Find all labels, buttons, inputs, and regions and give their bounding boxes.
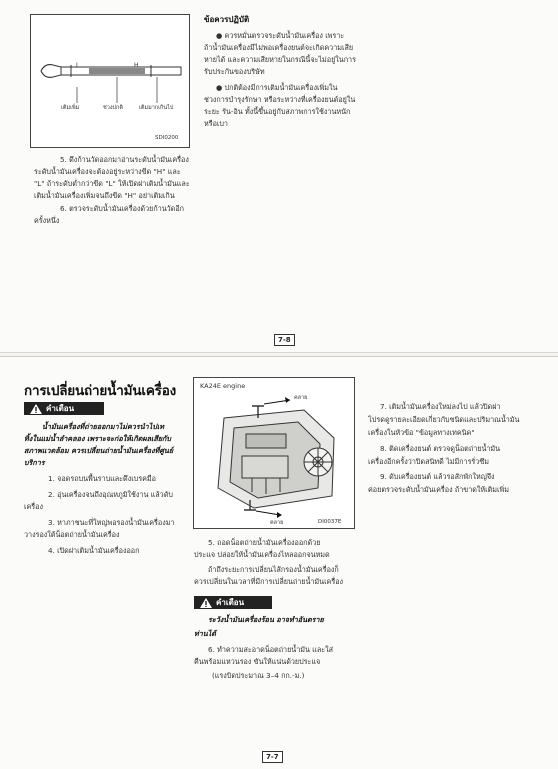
text-line: ระดับน้ำมันเครื่องจะต้องอยู่ระหว่างขีด "H" และ (34, 167, 181, 176)
section-title: การเปลี่ยนถ่ายน้ำมันเครื่อง (24, 383, 176, 399)
warning-banner-2 (194, 596, 272, 609)
manual-page-7-8 (0, 0, 558, 353)
step-line: ถ้าถึงระยะการเปลี่ยนไส้กรองน้ำมันเครื่องก็ (208, 565, 339, 574)
text-line: ถ้าน้ำมันเครื่องมีไม่พอเครื่องยนต์จะเกิดความเสีย (204, 43, 354, 52)
step-line: 4. เปิดฝาเติมน้ำมันเครื่องออก (48, 546, 140, 555)
step-line: (แรงบิดประมาณ 3–4 กก.-ม.) (212, 671, 305, 680)
warning-icon (30, 404, 42, 414)
loosen-label-top: คลาย (294, 395, 308, 401)
text-line: รับประกันของบริษัท (204, 67, 265, 76)
figure-code: SDI0200 (155, 135, 179, 141)
label-over: เติมมากเกินไป (139, 105, 174, 111)
engine-label: KA24E engine (200, 382, 246, 390)
text-line: 5. ดึงก้านวัดออกมาอ่านระดับน้ำมันเครื่อง (60, 155, 189, 164)
text-line: เติมน้ำมันเครื่องเพิ่มจนถึงขีด "H" อย่าเติมเกิน (34, 191, 175, 200)
step-line: 9. ดับเครื่องยนต์ แล้วรอสักพักใหญ่จึง (380, 472, 495, 481)
text-line: "L" ถ้าระดับต่ำกว่าขีด "L" ให้เปิดฝาเติมน้ำมันและ (34, 179, 190, 188)
text-line: ระยะ รัน-อิน ทั้งนี้ขึ้นอยู่กับสภาพการใช้งานหนัก (204, 107, 351, 116)
text-line: ทิ้งในแม่น้ำลำคลอง เพราะจะก่อให้เกิดผลเสียกับ (24, 434, 171, 443)
warning2-label: คำเตือน (216, 598, 245, 607)
step-line: 7. เติมน้ำมันเครื่องใหม่ลงไป แล้วปิดฝา (380, 402, 501, 411)
text-line: ● ปกติต้องมีการเติมน้ำมันเครื่องเพิ่มใน (216, 83, 338, 92)
step-line: เครื่อง (24, 502, 43, 511)
engine-figure-code: DI0037E (318, 519, 342, 525)
dipstick-mark-l: L (76, 62, 80, 69)
warning-banner (24, 402, 104, 415)
step-line: 8. ติดเครื่องยนต์ ตรวจดูน็อตถ่ายน้ำมัน (380, 444, 501, 453)
loosen-label-bottom: คลาย (270, 520, 284, 526)
text-line: หรือเบา (204, 119, 228, 128)
step-line: ควรเปลี่ยนในเวลาที่มีการเปลี่ยนถ่ายน้ำมันเครื่อง (194, 577, 344, 586)
engine-figure (193, 377, 355, 529)
step-line: วางรองใต้น็อตถ่ายน้ำมันเครื่อง (24, 530, 120, 539)
warning2-line: ท่านได้ (194, 629, 216, 638)
step-line: 1. จอดรถบนพื้นราบและดึงเบรคมือ (48, 474, 156, 483)
text-line: ● ควรหมั่นตรวจระดับน้ำมันเครื่อง เพราะ (216, 31, 345, 40)
notes-heading: ข้อควรปฏิบัติ (204, 15, 250, 24)
text-line: สภาพแวดล้อม ควรเปลี่ยนถ่ายน้ำมันเครื่องที่ศูนย์ (24, 446, 174, 455)
text-line: 6. ตรวจระดับน้ำมันเครื่องด้วยก้านวัดอีก (60, 204, 185, 213)
label-low: เติมเพิ่ม (61, 105, 80, 111)
dipstick-mark-h: H (134, 62, 139, 69)
step-line: เครื่องอีกครั้งว่าปิดสนิทดี ไม่มีการรั่วซึม (368, 457, 489, 466)
warning2-line: ระวังน้ำมันเครื่องร้อน อาจทำอันตราย (208, 615, 324, 624)
step-line: 5. ถอดน็อตถ่ายน้ำมันเครื่องออกด้วย (208, 538, 321, 547)
step-line: 6. ทำความสะอาดน็อตถ่ายน้ำมัน และใส่ (208, 645, 333, 654)
step-line: 2. อุ่นเครื่องจนถึงอุณหภูมิใช้งาน แล้วดับ (48, 490, 173, 499)
text-line: หายได้ และความเสียหายในกรณีนี้จะไม่อยู่ในการ (204, 55, 356, 64)
step-line: ประแจ ปล่อยให้น้ำมันเครื่องไหลออกจนหมด (194, 550, 330, 559)
step-line: คืนพร้อมแหวนรอง ขันให้แน่นด้วยประแจ (194, 657, 321, 666)
step-line: เครื่องในหัวข้อ "ข้อมูลทางเทคนิค" (368, 428, 475, 437)
warning-label: คำเตือน (46, 404, 75, 413)
page-number: 7-7 (262, 751, 283, 763)
text-line: ครั้งหนึ่ง (34, 216, 60, 225)
manual-page-7-7 (0, 356, 558, 769)
text-line: น้ำมันเครื่องที่ถ่ายออกมาไม่ควรนำไปเท (42, 422, 165, 431)
page-number: 7-8 (274, 334, 295, 346)
step-line: 3. หาภาชนะที่ใหญ่พอรองน้ำมันเครื่องมา (48, 518, 175, 527)
step-line: โปรดดูรายละเอียดเกี่ยวกับชนิดและปริมาณน้ำมัน (368, 415, 520, 424)
dipstick-illustration (31, 15, 189, 147)
dipstick-figure (30, 14, 190, 148)
warning-icon (200, 598, 212, 608)
text-line: ช่วงการบำรุงรักษา หรือระหว่างที่เครื่องยนต์อยู่ใน (204, 95, 356, 104)
label-normal: ช่วงปกติ (103, 105, 123, 111)
engine-illustration (194, 378, 354, 528)
step-line: ค่อยตรวจระดับน้ำมันเครื่อง ถ้าขาดให้เติมเพิ่ม (368, 485, 509, 494)
text-line: บริการ (24, 458, 45, 467)
